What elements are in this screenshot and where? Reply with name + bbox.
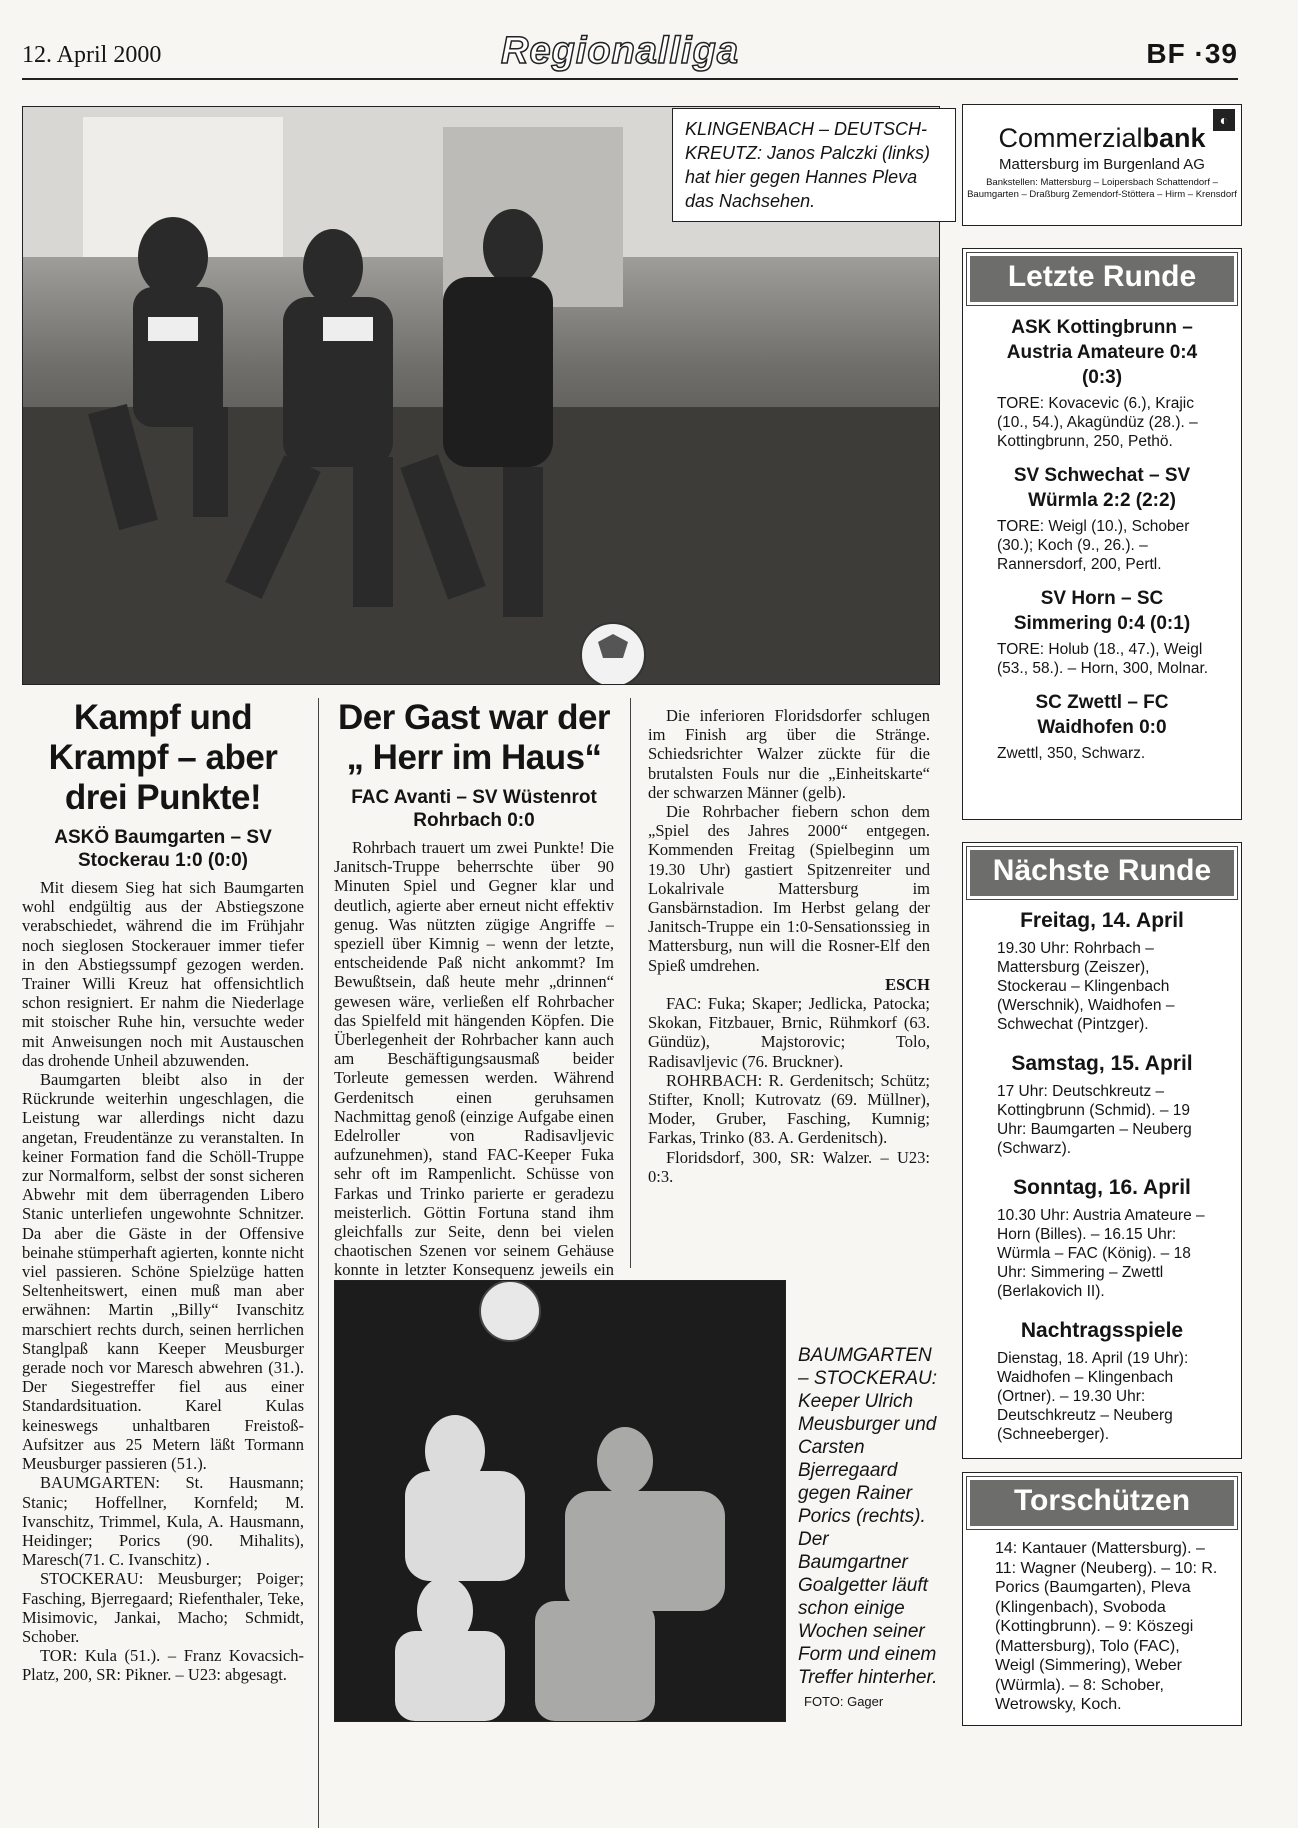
- photo-credit: FOTO: Gager: [804, 1694, 884, 1709]
- match-result: ASKÖ Baumgarten – SV Stockerau 1:0 (0:0): [54, 827, 272, 871]
- column-divider: [630, 698, 631, 1268]
- article-continuation: [648, 706, 930, 1186]
- bank-location: Mattersburg im Burgenland AG: [999, 156, 1205, 173]
- fixture-day: Freitag, 14. April: [1020, 909, 1184, 932]
- match-result: FAC Avanti – SV Wüstenrot Rohrbach 0:0: [351, 787, 597, 831]
- bank-name-part: Commerzial: [998, 123, 1143, 153]
- box-title: Torschützen: [967, 1477, 1237, 1529]
- article-headline: Kampf und Krampf – aber drei Punkte!: [48, 698, 278, 817]
- next-round-box: [962, 842, 1242, 1459]
- lineup-away: ROHRBACH: R. Gerdenitsch; Schütz; Stifter, Knoll; Kutrovatz (69. Müllner), Moder, Gruber, Fasching, Kumnig; Farkas, Trinko (83. A. Gerdenitsch).: [648, 1070, 930, 1148]
- lineup-home: FAC: Fuka; Skaper; Jedlicka, Patocka; Skokan, Fitzbauer, Brnic, Rühmkorf (63. Gündüz), Majstorovic; Tolo, Radisavljevic (76. Bruckner).: [648, 994, 930, 1071]
- paragraph: Die Rohrbacher fiebern schon dem „Spiel des Jahres 2000“ entgegen. Kommenden Freitag (Spielbeginn um 19.30 Uhr) gastiert Spitzenreiter und Lokalrivale Mattersburg im Gansbärnstadion. Im Herbst gelang der Janitsch-Truppe ein 1:0-Sensationssieg in Mattersburg, nun will die Rosner-Elf den Spieß umdrehen.: [648, 802, 930, 975]
- bank-logo-icon: ◐: [1213, 109, 1235, 131]
- match-details: Zwettl, 350, Schwarz.: [997, 745, 1146, 762]
- paragraph: Rohrbach trauert um zwei Punkte! Die Janitsch-Truppe beherrschte über 90 Minuten Spiel und Gegner klar und deutlich, agierte aber erneut nicht effektiv genug. Was nützten zügige Angriffe – speziell über Kimnig – wenn der letzte, entscheidende Paß nicht ankommt? Im Bewußtsein, daß heute mehr „drinnen“ gewesen wäre, verließen elf Rohrbacher das Spielfeld mit hängenden Köpfen. Die Überlegenheit der Rohrbacher kann auch am Beschäftigungsausmaß beider Torleute gemessen werden. Während Gerdenitsch einen geruhsamen Nachmittag genoß (einzige Aufgabe einen Edelroller von Radisavljevic aufzunehmen), stand FAC-Keeper Fuka sehr oft im Rampenlicht. Schüsse von Farkas und Trinko parierte er geradezu meisterlich. Göttin Fortuna stand ihm gleichfalls zur Seite, denn bei vielen chaotischen Szenen vor seinem Gehäuse konnte in letzter Konsequenz jeweils ein: [334, 838, 614, 1280]
- caption-text: BAUMGARTEN – STOCKERAU: Keeper Ulrich Meusburger und Carsten Bjerregaard gegen Rainer Porics (rechts). Der Baumgartner Goalgetter läuft schon einige Wochen seiner Form und einem Treffer hinterher.: [798, 1345, 938, 1688]
- box-title: Letzte Runde: [967, 253, 1237, 305]
- scorers-list: 14: Kantauer (Mattersburg). – 11: Wagner (Neuberg). – 10: R. Porics (Baumgarten), Pleva (Klingenbach), Svoboda (Kottingbrunn). – 9: Köszegi (Mattersburg), Tolo (FAC), Weigl (Simmering), Weber (Würmla). – 8: Schober, Wetrowsky, Koch.: [995, 1540, 1218, 1713]
- column-divider: [318, 698, 319, 1828]
- issue-date: 12. April 2000: [22, 42, 162, 68]
- lineup-home: BAUMGARTEN: St. Hausmann; Stanic; Hoffellner, Kornfeld; M. Ivanschitz, Trimmel, Kula, A. Hausmann, Heidinger; Porics (90. Mihalits), Maresch(71. C. Ivanschitz) .: [22, 1473, 304, 1570]
- fixture-details: 17 Uhr: Deutschkreutz – Kottingbrunn (Schmid). – 19 Uhr: Baumgarten – Neuberg (Schwarz).: [997, 1083, 1192, 1157]
- fixture-day: Samstag, 15. April: [1011, 1052, 1193, 1075]
- page-number: BF ·39: [1146, 38, 1238, 69]
- author-signature: ESCH: [885, 974, 930, 994]
- article-baumgarten-stockerau: [22, 698, 304, 1685]
- match-facts: TOR: Kula (51.). – Franz Kovacsich-Platz, 200, SR: Pikner. – U23: abgesagt.: [22, 1646, 304, 1685]
- bank-advertisement: [962, 104, 1242, 226]
- match-details: TORE: Holub (18., 47.), Weigl (53., 58.). – Horn, 300, Molnar.: [997, 641, 1209, 677]
- match-details: TORE: Kovacevic (6.), Krajic (10., 54.), Akagündüz (28.). – Kottingbrunn, 250, Pethö.: [997, 395, 1198, 450]
- fixture-day: Nachtragsspiele: [1020, 1319, 1184, 1342]
- bank-name: [963, 123, 1241, 154]
- header-rule: [22, 78, 1238, 80]
- photo-caption: [798, 1344, 938, 1713]
- paragraph: Die inferioren Floridsdorfer schlugen im Finish arg über die Stränge. Schiedsrichter Walzer zückte für die brutalsten Fouls nur die „Einheitskarte“ der schwarzen Männer (gelb).: [648, 706, 930, 802]
- box-title: Nächste Runde: [967, 847, 1237, 899]
- fixture-details: Dienstag, 18. April (19 Uhr): Waidhofen – Klingenbach (Ortner). – 19.30 Uhr: Deutschkreutz – Neuberg (Schneeberger).: [997, 1350, 1189, 1443]
- photo-caption: KLINGENBACH – DEUTSCH-KREUTZ: Janos Palczki (links) hat hier gegen Hannes Pleva das Nachsehen.: [672, 108, 956, 222]
- lineup-away: STOCKERAU: Meusburger; Poiger; Fasching, Bjerregaard; Riefenthaler, Teke, Misimovic, Jankai, Macho; Schmidt, Schober.: [22, 1569, 304, 1646]
- goalkeeper-illustration: [335, 1281, 785, 1721]
- article-fac-rohrbach: [334, 698, 614, 1338]
- match-result: SV Horn – SC Simmering 0:4 (0:1): [1013, 588, 1191, 634]
- match-photo-baumgarten: [334, 1280, 786, 1722]
- paragraph: Baumgarten bleibt also in der Rückrunde weiterhin ungeschlagen, die Leistung war allerdings nicht dazu angetan, Freudentänze zu veranstalten. In keiner Formation fand die Schöll-Truppe zur Normalform, selbst der sonst sicheren Abwehr mit dem überragenden Libero Stanic unterliefen ungewohnte Schnitzer. Da aber die Gäste in der Offensive beinahe stümperhaft agierten, konnte nicht viel passieren. Schöne Spielzüge hatten Seltenheitswert, einen muß man aber erwähnen: Martin „Billy“ Ivanschitz marschiert rechts durch, seinen herrlichen Stanglpaß kann Keeper Meusburger gerade noch vor Maresch abwehren (31.). Der Siegestreffer fiel aus einer Standardsituation. Karel Kulas keineswegs unhaltbaren Freistoß-Aufsitzer aus 25 Metern läßt Tormann Meusburger passieren (51.).: [22, 1070, 304, 1474]
- match-result: ASK Kottingbrunn – Austria Amateure 0:4 (0:3): [1006, 317, 1198, 388]
- match-result: SV Schwechat – SV Würmla 2:2 (2:2): [1013, 465, 1191, 511]
- bank-name-bold: bank: [1142, 123, 1206, 153]
- article-body: [22, 878, 304, 1685]
- match-details: TORE: Weigl (10.), Schober (30.); Koch (9., 26.). – Rannersdorf, 200, Pertl.: [997, 518, 1190, 573]
- last-round-box: [962, 248, 1242, 820]
- fixture-details: 19.30 Uhr: Rohrbach – Mattersburg (Zeiszer), Stockerau – Klingenbach (Werschnik), Waidhofen – Schwechat (Pintzger).: [997, 940, 1175, 1033]
- match-result: SC Zwettl – FC Waidhofen 0:0: [1035, 692, 1169, 738]
- fixture-day: Sonntag, 16. April: [1013, 1176, 1191, 1199]
- paragraph: Mit diesem Sieg hat sich Baumgarten wohl endgültig aus der Abstiegszone verabschiedet, während die im Frühjahr noch sieglosen Stockerauer immer tiefer in den Abstiegssumpf gezogen werden. Trainer Willi Kreuz hat offensichtlich schon resigniert. Er nahm die Niederlage mit stoischer Ruhe hin, versuchte weder mit Anweisungen noch mit Austauschen das drohende Unheil abzuwenden.: [22, 878, 304, 1070]
- article-headline: Der Gast war der „ Herr im Haus“: [337, 698, 611, 777]
- bank-branches: Bankstellen: Mattersburg – Loipersbach Schattendorf – Baumgarten – Draßburg Zemendorf-Stöttera – Hirm – Krensdorf: [967, 177, 1237, 200]
- section-title: Regionalliga: [501, 30, 739, 72]
- match-facts: Floridsdorf, 300, SR: Walzer. – U23: 0:3.: [648, 1147, 930, 1186]
- article-body: [334, 838, 614, 1338]
- fixture-details: 10.30 Uhr: Austria Amateure – Horn (Billes). – 16.15 Uhr: Würmla – FAC (König). – 18 Uhr: Simmering – Zwettl (Berlakovich II).: [997, 1207, 1205, 1300]
- top-scorers-box: [962, 1472, 1242, 1726]
